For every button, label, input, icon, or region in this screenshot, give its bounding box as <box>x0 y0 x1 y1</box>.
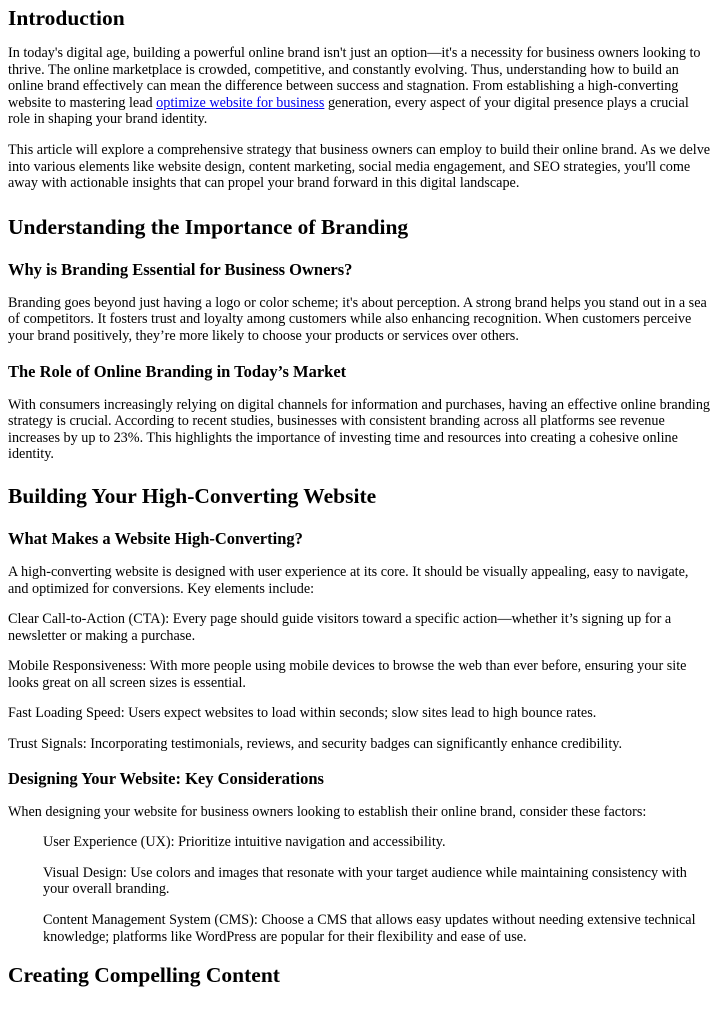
branding-heading: Understanding the Importance of Branding <box>8 214 409 239</box>
branding-subheading-2: The Role of Online Branding in Today’s Market <box>8 361 347 381</box>
branding-paragraph-2: With consumers increasingly relying on digital channels for information and purchases, having an effective online branding strategy is crucial. According to recent studies, businesses with consistent branding across all platforms see revenue increases by up to 23%. This highlights the importance of investing time and resources into creating a cohesive online identity. <box>8 396 711 463</box>
consideration-ux: User Experience (UX): Prioritize intuitive navigation and accessibility. <box>43 834 446 851</box>
website-subheading-2: Designing Your Website: Key Considerations <box>8 768 324 788</box>
consideration-visual: Visual Design: Use colors and images that resonate with your target audience while maintaining consistency with your overall branding. <box>43 864 687 898</box>
website-paragraph-1: A high-converting website is designed with user experience at its core. It should be visually appealing, easy to navigate, and optimized for conversions. Key elements include: <box>8 563 689 597</box>
list-item-trust: Trust Signals: Incorporating testimonials, reviews, and security badges can significantly enhance credibility. <box>8 736 622 753</box>
branding-subheading-1: Why is Branding Essential for Business Owners? <box>8 259 353 279</box>
optimize-website-link[interactable]: optimize website for business <box>156 94 325 111</box>
website-paragraph-2: When designing your website for business owners looking to establish their online brand, consider these factors: <box>8 803 647 820</box>
intro-paragraph-1 <box>8 45 712 128</box>
intro-text-after-link: generation, every aspect of your digital presence plays a crucial role in shaping your brand identity. <box>8 94 689 128</box>
article <box>0 6 720 988</box>
website-heading: Building Your High-Converting Website <box>8 483 377 508</box>
list-item-speed: Fast Loading Speed: Users expect websites to load within seconds; slow sites lead to high bounce rates. <box>8 705 597 722</box>
branding-paragraph-1: Branding goes beyond just having a logo or color scheme; it's about perception. A strong brand helps you stand out in a sea of competitors. It fosters trust and loyalty among customers while also enhancing recognition. When customers perceive your brand positively, they’re more likely to choose your products or services over others. <box>8 294 707 344</box>
intro-heading: Introduction <box>8 6 125 30</box>
intro-text-before-link: In today's digital age, building a powerful online brand isn't just an option—it's a necessity for business owners looking to thrive. The online marketplace is crowded, competitive, and constantly evolving. Thus, understanding how to build an online brand effectively can mean the difference between success and stagnation. From establishing a high-converting website to mastering lead <box>8 45 701 111</box>
list-item-cta: Clear Call-to-Action (CTA): Every page should guide visitors toward a specific action—whether it’s signing up for a newsletter or making a purchase. <box>8 611 672 644</box>
list-item-mobile: Mobile Responsiveness: With more people using mobile devices to browse the web than ever before, ensuring your site looks great on all screen sizes is essential. <box>8 658 687 691</box>
website-subheading-1: What Makes a Website High-Converting? <box>8 528 303 548</box>
content-heading: Creating Compelling Content <box>8 963 280 988</box>
consideration-cms: Content Management System (CMS): Choose a CMS that allows easy updates without needing extensive technical knowledge; platforms like WordPress are popular for their flexibility and ease of use. <box>43 912 696 945</box>
intro-paragraph-2: This article will explore a comprehensive strategy that business owners can employ to build their online brand. As we delve into various elements like website design, content marketing, social media engagement, and SEO strategies, you'll come away with actionable insights that can propel your brand forward in this digital landscape. <box>8 141 711 192</box>
